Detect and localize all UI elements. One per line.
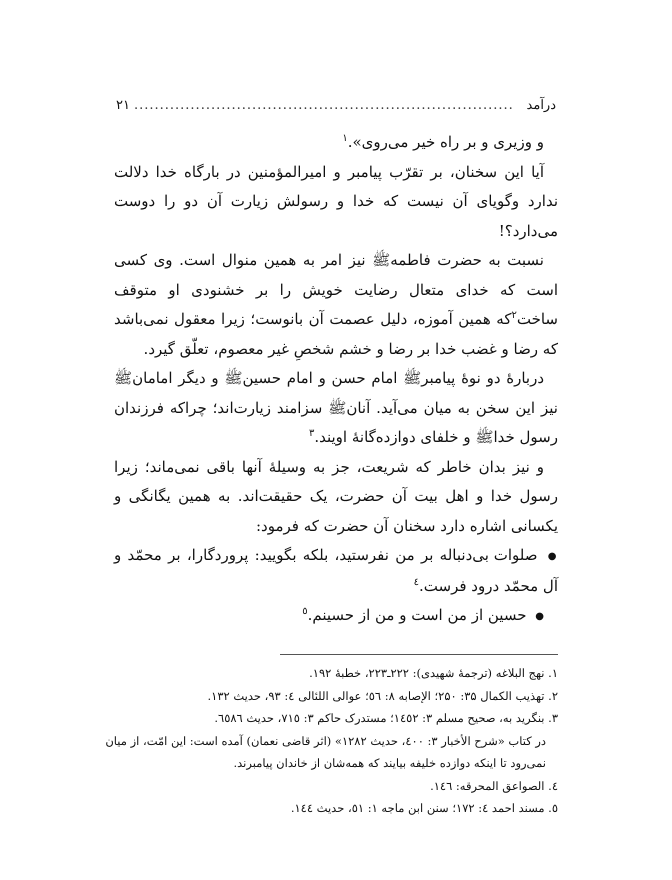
page-number: ۲۱ — [116, 98, 130, 113]
paragraph: و نیز بدان خاطر که شریعت، جز به وسیلهٔ آنها باقی نمی‌ماند؛ زیرا رسول خدا و اهل بیت آن حضرت، یک حقیقت‌اند. به همین یگانگی و یکسانی اشاره دارد سخنان آن حضرت که فرمود: — [114, 457, 558, 535]
paragraph-text: نسبت به حضرت فاطمهﷺ نیز امر به همین منوال است. وی کسی است که خدای متعال رضایت خویش را بر خشنودی او متوقف ساخت — [114, 251, 558, 328]
footnotes — [105, 662, 558, 820]
footnote-marker: ٥ — [302, 606, 308, 617]
footnote-5: ٥. مسند احمد ٤: ۱۷۲؛ سنن ابن ماجه ۱: ٥۱، حدیث ۱٤٤. — [290, 801, 558, 815]
paragraph: آیا این سخنان، بر تقرّب پیامبر و امیرالمؤمنین در بارگاه خدا دلالت ندارد وگویای آن نیست که خدا و رسولش زیارت آن دو را دوست می‌دارد؟! — [114, 162, 558, 240]
running-header — [116, 98, 556, 113]
paragraph-imams — [114, 364, 558, 453]
bullet-text: حسین از من است و من از حسینم. — [307, 606, 527, 624]
paragraph-quote-end — [114, 128, 558, 158]
main-text — [114, 128, 558, 632]
dot-leader: .......................................................................... — [133, 98, 514, 113]
footnote-divider — [280, 654, 558, 655]
footnote-marker: ٤ — [413, 576, 419, 588]
footnote-marker: ۱ — [342, 133, 348, 144]
paragraph-text: و وزیری و بر راه خیر می‌روی». — [347, 133, 544, 151]
bullet-text: صلوات بی‌دنباله بر من نفرستید، بلکه بگویید: پروردگارا، بر محمّد و آل محمّد درود فرست. — [114, 546, 558, 595]
section-title: درآمد — [526, 98, 556, 113]
paragraph-text: که همین آموزه، دلیل عصمت آن بانوست؛ زیرا معقول نمی‌باشد که رضا و غضب خدا بر رضا و خشم شخصِ غیر معصوم، تعلّق گیرد. — [114, 310, 558, 358]
footnote-3-continuation: در کتاب «شرح الأخبار ۳: ٤۰۰، حدیث ۱۲۸۲» (اثر قاضی نعمان) آمده است: این امّت، از میان — [105, 733, 546, 748]
footnote-marker: ۲ — [511, 310, 517, 321]
paragraph-fatimah — [114, 246, 558, 364]
footnote-1: ۱. نهج البلاغه (ترجمهٔ شهیدی): ۲۲۲ـ۲۲۳، خطبهٔ ۱۹۲. — [309, 666, 558, 680]
footnote-3-continuation: نمی‌رود تا اینکه دوازده خلیفه بیایند که همه‌شان از خاندان پیامبرند. — [233, 756, 546, 770]
footnote-3: ۳. بنگرید به، صحیح مسلم ۳: ۱٤٥۲؛ مستدرک حاکم ۳: ۷۱٥، حدیث ٦٥۸٦. — [214, 711, 558, 725]
footnote-marker: ۳ — [308, 428, 315, 439]
paragraph-text: دربارهٔ دو نوهٔ پیامبرﷺ امام حسن و امام حسینﷺ و دیگر امامانﷺ نیز این سخن به میان می‌آید. آنانﷺ سزامند زیارت‌اند؛ چراکه فرزندان رسول خداﷺ و خلفای دوازده‌گانهٔ اویند. — [114, 369, 558, 446]
footnote-4: ٤. الصواعق المحرقه: ۱٤٦. — [430, 778, 558, 793]
bullet-item — [114, 601, 558, 632]
bullet-item — [114, 541, 558, 601]
footnote-2: ۲. تهذیب الکمال ۳۵: ۲۵۰؛ الإصابه ۸: ٥٦؛ عوالی اللئالی ٤: ۹۳، حدیث ۱۳۲. — [207, 688, 558, 703]
